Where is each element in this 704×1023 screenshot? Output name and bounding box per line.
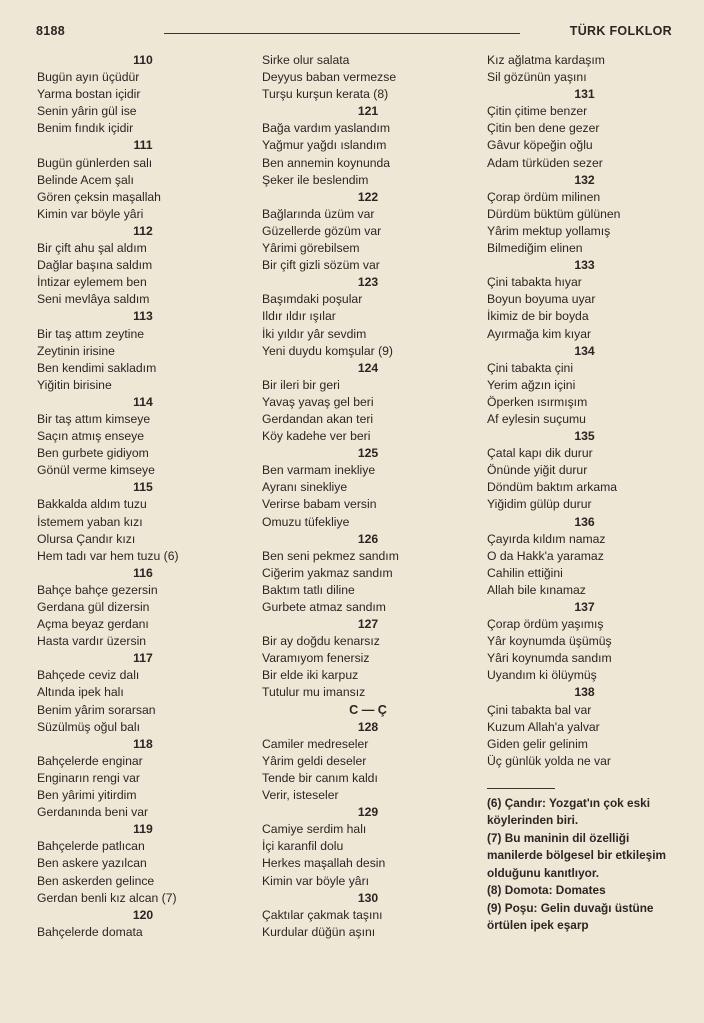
verse-line: Yârimi görebilsem [262,241,360,256]
verse-line: Benim fındık içidir [37,121,134,136]
stanza [37,565,249,650]
verse-line: Yağmur yağdı ıslandım [262,138,387,153]
verse-line: Gurbete atmaz sandım [262,600,386,614]
stanza-number: 113 [133,309,153,324]
stanza-number: 126 [357,531,379,546]
stanza [262,189,474,274]
verse-line: Bahçede ceviz dalı [37,668,140,683]
verse-line: Yârim geldi deseler [262,753,367,768]
verse-line: Bugün ayın üçüdür [37,70,140,85]
verse-line: Bilmediğim elinen [487,241,583,256]
stanza-number: 137 [574,600,595,614]
verse-line: İki yıldır yâr sevdim [262,326,367,341]
footnote: (8) Domota: Domates [487,883,606,898]
journal-title: TÜRK FOLKLOR [569,24,672,38]
footnote-rule [487,788,555,789]
verse-line: Bugün günlerden salı [37,155,153,170]
footnotes [487,795,682,935]
verse-line: Yavaş yavaş gel beri [262,394,374,409]
verse-line: Önünde yiğit durur [487,463,588,478]
verse-line: Öperken ısırmışım [487,394,588,409]
verse-line: İçi karanfil dolu [262,839,344,854]
verse-line: İntizar eylemem ben [37,275,147,290]
stanza [37,137,249,222]
verse-line: Af eylesin suçumu [487,411,586,426]
stanza-number: 121 [357,104,379,119]
stanza [487,52,682,86]
verse-line: Bir elde iki karpuz [262,668,359,683]
stanza-number: 133 [574,258,595,273]
stanza [262,616,474,701]
stanza-number: 134 [574,343,595,358]
verse-line: Bağa vardım yaslandım [262,121,391,136]
verse-line: Şeker ile beslendim [262,172,369,187]
stanza-number: 128 [357,719,379,734]
verse-line: Belinde Acem şalı [37,172,134,187]
verse-line: Baktım tatlı diline [262,582,355,597]
stanza [262,890,474,941]
verse-line: Ben varmam inekliye [262,463,376,478]
verse-line: Benim yârim sorarsan [37,702,156,717]
verse-line: Seni mevlâya saldım [37,292,150,307]
column-2 [262,52,474,941]
verse-line: Gerdanında beni var [37,805,149,820]
page-number: 8188 [36,24,66,38]
stanza [487,172,682,257]
verse-line: Başımdaki poşular [262,292,363,307]
verse-line: Ayranı sinekliye [262,480,348,495]
stanza [487,514,682,599]
stanza-number: 112 [133,223,153,238]
verse-line: İstemem yaban kızı [37,514,143,529]
verse-line: Yiğitin birisine [37,377,112,392]
verse-line: Gerdandan akan teri [262,411,374,426]
verse-line: Yâri koynumda sandım [487,651,612,666]
stanza-number: 115 [133,480,153,495]
verse-line: Kimin var böyle yâri [37,206,144,221]
stanza [262,719,474,804]
verse-line: Yerim ağzın içini [487,377,576,392]
stanza-number: 125 [357,446,379,461]
stanza [37,821,249,906]
verse-line: Bir çift gizli sözüm var [262,258,380,273]
stanza-number: 124 [357,360,379,375]
stanza [37,479,249,564]
verse-line: Yeni duydu komşular (9) [262,343,393,358]
verse-line: Cahilin ettiğini [487,565,563,580]
stanza-number: 118 [133,736,153,751]
verse-line: İkimiz de bir boyda [487,309,589,324]
verse-line: Ayırmağa kim kıyar [487,326,592,341]
verse-line: Gönül verme kimseye [37,463,155,478]
verse-line: Bahçe bahçe gezersin [37,582,158,597]
verse-line: Kurdular düğün aşını [262,924,376,939]
verse-line: Üç günlük yolda ne var [487,753,611,768]
stanza [262,531,474,616]
verse-line: Ben kendimi sakladım [37,360,157,375]
verse-line: Ben askerden gelince [37,873,155,888]
verse-line: Ildır ıldır ışılar [262,309,336,324]
verse-line: Senin yârin gül ise [37,104,137,119]
verse-line: Sil gözünün yaşını [487,70,587,85]
stanza-number: 119 [133,822,153,837]
verse-line: Açma beyaz gerdanı [37,617,149,632]
verse-line: Gerdan benli kız alcan (7) [37,890,177,905]
stanza [37,223,249,308]
stanza-number: 129 [357,805,379,820]
verse-line: Tutulur mu imansız [262,685,366,700]
verse-line: Yâr koynumda üşümüş [487,634,612,649]
verse-line: Bakkalda aldım tuzu [37,497,147,512]
verse-line: Bahçelerde patlıcan [37,839,145,854]
stanza [262,274,474,359]
verse-line: Ben annemin koynunda [262,155,391,170]
stanza [262,445,474,530]
verse-line: Döndüm baktım arkama [487,480,618,495]
verse-line: Zeytinin irisine [37,343,115,358]
verse-line: Çorap ördüm yaşımış [487,617,604,632]
verse-line: Ben seni pekmez sandım [262,548,399,563]
verse-line: Varamıyom fenersiz [262,651,370,666]
stanza-number: 111 [133,138,153,153]
stanza [37,394,249,479]
stanza [262,52,474,103]
verse-line: Deyyus baban vermezse [262,70,397,85]
stanza-number: 136 [574,514,595,529]
stanza [37,907,249,941]
stanza-number: 135 [574,429,595,444]
verse-line: Tende bir canım kaldı [262,770,378,785]
stanza [487,428,682,513]
verse-line: Ben yârimi yitirdim [37,788,137,803]
verse-line: Sirke olur salata [262,53,350,67]
stanza-number: 131 [574,87,595,102]
verse-line: Bahçelerde enginar [37,753,143,768]
verse-line: Ciğerim yakmaz sandım [262,565,393,580]
verse-line: Enginarın rengi var [37,770,140,785]
verse-line: Çini tabakta çini [487,360,574,375]
stanza-number: 138 [574,685,595,700]
verse-line: Gâvur köpeğin oğlu [487,138,593,153]
stanza [37,52,249,137]
verse-line: Süzülmüş oğul balı [37,719,140,734]
verse-line: Çorap ördüm milinen [487,189,601,204]
verse-line: Camiye serdim halı [262,822,367,837]
verse-line: Herkes maşallah desin [262,856,386,871]
verse-line: Köy kadehe ver beri [262,429,371,444]
stanza [487,684,682,769]
stanza-number: 122 [357,189,379,204]
verse-line: Bir taş attım zeytine [37,326,145,341]
stanza [37,308,249,393]
stanza [487,86,682,171]
verse-line: Bir taş attım kimseye [37,411,151,426]
verse-line: Çatal kapı dik durur [487,446,593,461]
verse-line: Bahçelerde domata [37,924,143,939]
verse-line: Saçın atmış enseye [37,429,145,444]
verse-line: Yiğidim gülüp durur [487,497,592,512]
verse-line: Allah bile kınamaz [487,582,586,597]
stanza-number: 127 [357,617,379,632]
verse-line: Gören çeksin maşallah [37,189,161,204]
verse-line: Verir, isteseler [262,788,339,803]
verse-line: Çayırda kıldım namaz [487,531,606,546]
stanza [262,804,474,889]
verse-line: Yârim mektup yollamış [487,223,611,238]
verse-line: Omuzu tüfekliye [262,514,350,529]
verse-line: Kız ağlatma kardaşım [487,53,605,67]
stanza [487,343,682,428]
column-1 [37,52,249,941]
verse-line: Hem tadı var hem tuzu (6) [37,548,179,563]
column-3-stanzas [487,52,682,770]
column-3 [487,52,682,935]
verse-line: Bir ileri bir geri [262,377,340,392]
verse-line: Uyandım ki ölüymüş [487,668,597,683]
verse-line: Güzellerde gözüm var [262,223,382,238]
stanza-number: 130 [357,890,379,905]
stanza [487,599,682,684]
stanza-number: 110 [133,53,153,67]
verse-line: Çini tabakta hıyar [487,275,582,290]
verse-line: Giden gelir gelinim [487,736,588,751]
verse-line: Bir ay doğdu kenarsız [262,634,380,649]
verse-line: Gerdana gül dizersin [37,600,150,614]
stanza-number: 114 [133,394,153,409]
verse-line: Camiler medreseler [262,736,369,751]
section-heading: C — Ç [349,702,387,717]
verse-line: Kimin var böyle yârı [262,873,370,888]
verse-line: Turşu kurşun kerata (8) [262,87,389,102]
page-header [36,24,672,40]
verse-line: Çini tabakta bal var [487,702,592,717]
footnote: (9) Poşu: Gelin duvağı üstüne örtülen ipek eşarp [487,900,654,933]
verse-line: Ben gurbete gidiyom [37,446,149,461]
verse-line: Kuzum Allah'a yalvar [487,719,600,734]
verse-line: Boyun boyuma uyar [487,292,596,307]
verse-line: Çitin ben dene gezer [487,121,600,136]
verse-line: Dürdüm büktüm gülünen [487,206,621,221]
verse-line: Ben askere yazılcan [37,856,147,871]
verse-line: Hasta vardır üzersin [37,634,147,649]
verse-line: Çaktılar çakmak taşını [262,907,383,922]
stanza-number: 123 [357,275,379,290]
stanza-number: 116 [133,565,153,580]
header-rule [164,33,520,34]
footnote: (6) Çandır: Yozgat'ın çok eski köylerinden biri. [487,795,650,828]
verse-line: Bir çift ahu şal aldım [37,241,147,256]
verse-line: O da Hakk'a yaramaz [487,548,604,563]
verse-line: Yarma bostan içidir [37,87,141,102]
stanza [37,736,249,821]
verse-line: Dağlar başına saldım [37,258,153,273]
stanza [37,650,249,735]
stanza-number: 117 [133,651,153,666]
verse-line: Verirse babam versin [262,497,377,512]
verse-line: Altında ipek halı [37,685,124,700]
verse-line: Adam türküden sezer [487,155,603,170]
stanza [262,103,474,188]
verse-line: Çitin çitime benzer [487,104,588,119]
footnote: (7) Bu maninin dil özelliği manilerde bölgesel bir etkileşim olduğunu kanıtlıyor. [487,830,666,880]
stanza [487,257,682,342]
verse-line: Bağlarında üzüm var [262,206,375,221]
stanza-number: 132 [574,172,595,187]
stanza [262,360,474,445]
verse-line: Olursa Çandır kızı [37,531,136,546]
stanza-number: 120 [132,907,154,922]
